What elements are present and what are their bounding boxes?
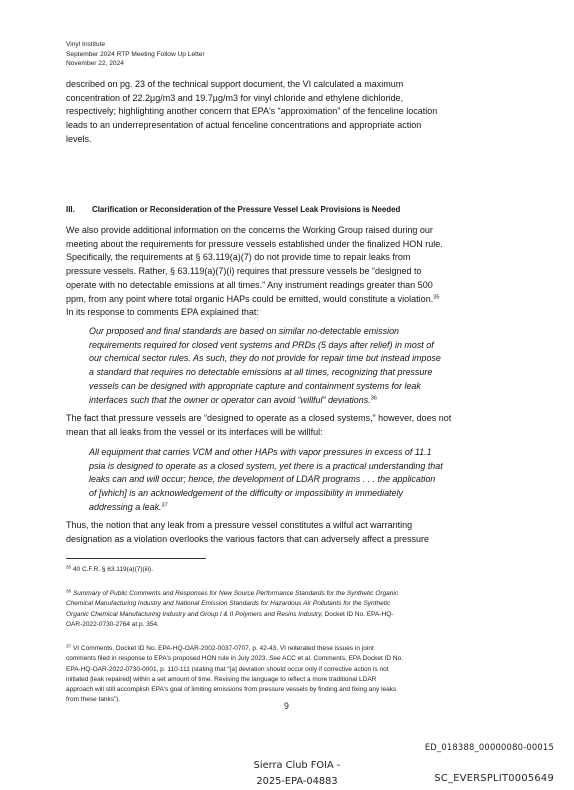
page-number: 9 [284, 701, 289, 711]
paragraph-closed-systems [66, 412, 512, 439]
bates-number-sc: SC_EVERSPLIT0005649 [434, 773, 554, 784]
text-line: designation as a violation overlooks the various factors that can adversely affect a pressure [66, 533, 430, 544]
text-line: described on pg. 23 of the technical support document, the VI calculated a maximum [66, 79, 404, 89]
text-line: The fact that pressure vessels are “designed to operate as a closed systems,” however, does not [66, 413, 452, 423]
text-line: In its response to comments EPA explained that: [66, 307, 259, 318]
header-subject: September 2024 RTP Meeting Follow Up Letter [66, 50, 205, 58]
text-line: ppm, from any point where total organic HAPs could be emitted, would constitute a violation.$^{35}$ [66, 293, 440, 304]
quote-line: addressing a leak.$^{37}$ [89, 501, 168, 512]
paragraph-wilful [66, 519, 512, 546]
text-line: meeting about the requirements for pressure vessels established under the finalized HON rule. [66, 238, 443, 249]
quote-line: requirements required for closed vent systems and PRDs (5 days after relief) in most of [89, 339, 434, 350]
quote-line: psia is designed to operate as a closed system, yet there is a practical understanding that [89, 460, 443, 471]
text-line: We also provide additional information on the concerns the Working Group raised during our [66, 225, 433, 235]
foia-stamp: Sierra Club FOIA - 2025-EPA-04883 [253, 760, 341, 787]
quote-line: Our proposed and final standards are based on similar no-detectable emission [89, 326, 400, 336]
paragraph-fenceline [66, 78, 512, 147]
footnote-35: $^{35}$ 40 C.F.R. § 63.119(a)(7)(iii). [66, 564, 154, 573]
quote-line: of [which] is an acknowledgement of the difficulty or impossibility in immediately [89, 488, 403, 499]
section-heading [66, 205, 400, 214]
quote-line: our chemical sector rules. As such, they do not provide for repair time but instead impose [89, 353, 441, 364]
footnote-ref-36[interactable]: 36 [370, 395, 377, 402]
bates-number-ed: ED_018388_00000080-00015 [424, 742, 554, 752]
footnote-ref-37[interactable]: 37 [161, 502, 168, 509]
header-org: Vinyl Institute [66, 41, 106, 48]
quote-line: All equipment that carries VCM and other HAPs with vapor pressures in excess of 11.1 [89, 447, 432, 457]
header-date: November 22, 2024 [66, 60, 124, 68]
footnote-ref-35[interactable]: 35 [433, 294, 440, 301]
footnote-36: $^{36}$ Summary of Public Comments and Responses for New Source Performance Standards for the Synthetic Organic Chemical Manufacturing Industry and National Emission Standards for Hazardous Air Pollutants for the Synthetic Organic Chemical Manufacturing Industry and Group I & II Polymers and Resins Industry, Docket ID No. EPA-HQ- OAR-2022-0730-2764 at p. 354. [66, 588, 399, 628]
text-line: levels. [66, 133, 92, 144]
text-line: leads to an underrepresentation of actual fenceline concentrations and appropriate action [66, 120, 422, 131]
block-quote-epa [89, 325, 509, 407]
footnote-37: $^{37}$ VI Comments, Docket ID No. EPA-HQ-OAR-2002-0037-0707, p. 42-43. VI reiterated these issues in joint comments filed in response to EPA's proposed HON rule in July 2023. See ACC et al. Comments, EPA Docket ID No. EPA-HQ-OAR-2022-0730-0001, p. 110-111 (stating that “[a] deviation should occur only if corrective action is not initiated [leak repaired] within a set amount of time. Revising the language to reflect a more traditional LDAR approach will still accomplish EPA's goal of limiting emissions from pressure vessels by finding and fixing any leaks from these tanks”). [66, 643, 404, 704]
letter-header [66, 40, 205, 69]
text-line: pressure vessels. Rather, § 63.119(a)(7)(i) requires that pressure vessels be “designed to [66, 266, 422, 277]
text-line: respectively; highlighting another concern that EPA's “approximation” of the fenceline location [66, 106, 438, 117]
footnote-divider [66, 558, 206, 559]
quote-line: vessels can be designed with appropriate capture and containment systems for leak [89, 380, 421, 391]
block-quote-vi [89, 446, 509, 515]
text-line: operate with no detectable emissions at all times.” Any instrument readings greater than 500 [66, 279, 433, 290]
text-line: mean that all leaks from the vessel or its interfaces will be willful: [66, 426, 323, 437]
quote-line: a standard that requires no detectable emissions at all times, recognizing that pressure [89, 367, 433, 378]
text-line: concentration of 22.2µg/m3 and 19.7µg/m3 for vinyl chloride and ethylene dichloride, [66, 92, 404, 103]
text-line: Thus, the notion that any leak from a pressure vessel constitutes a wilful act warranting [66, 520, 413, 530]
quote-line: interfaces such that the owner or operator can avoid “willful” deviations.$^{36}$ [89, 394, 377, 405]
section-number: III. [66, 205, 75, 214]
quote-line: leaks can and will occur; hence, the development of LDAR programs . . . the application [89, 474, 436, 485]
section-title: Clarification or Reconsideration of the Pressure Vessel Leak Provisions is Needed [92, 205, 401, 214]
paragraph-pressure-vessels [66, 224, 512, 320]
text-line: Specifically, the requirements at § 63.119(a)(7) do not provide time to repair leaks from [66, 252, 411, 263]
